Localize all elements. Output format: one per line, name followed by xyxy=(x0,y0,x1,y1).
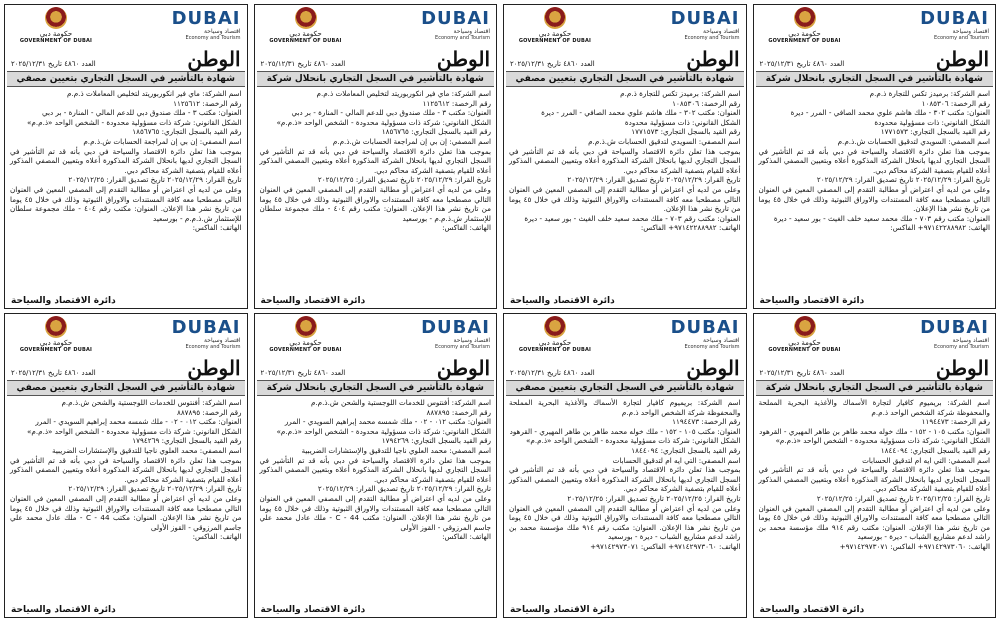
government-of-dubai-logo xyxy=(510,316,600,353)
dubai-emblem-icon xyxy=(544,316,566,338)
notice-line: الشكل القانوني: شركة ذات مسؤولية محدودة - الشخص الواحد «ذ.م.م» xyxy=(276,426,491,436)
gov-ar: حكومة دبي xyxy=(289,29,322,38)
dubai-emblem-icon xyxy=(794,316,816,338)
dubai-economy-logo xyxy=(171,7,241,41)
notice-header xyxy=(255,314,497,354)
newspaper-name: الوطن xyxy=(686,47,740,71)
notice-card xyxy=(503,4,747,309)
gov-en: GOVERNMENT OF DUBAI xyxy=(269,37,342,44)
notice-line: اسم الشركة: برميدز تكس للتجارة ذ.م.م xyxy=(620,89,741,98)
notice-line: وعلى من لديه أي اعتراض أو مطالبة التقدم إلى المصفي المعين في العنوان التالي مصطحبا معه كافة المستندات والاوراق الثبوتية وذلك في خلال ٤٥ يوما من تاريخ نشر هذا الإعلان. العنوان: مكتب رقم ٩١٤ ملك مؤسسة محمد بن راشد لدعم مشاريع الشباب - ديرة - بورسعيد xyxy=(509,503,741,542)
newspaper-name: الوطن xyxy=(935,47,989,71)
notice-line: وعلى من لديه أي اعتراض أو مطالبة التقدم إلى المصفي المعين في العنوان التالي مصطحبا معه كافة المستندات والاوراق الثبوتية وذلك في خلال ٤٥ يوما من تاريخ نشر هذا الإعلان. xyxy=(509,184,741,214)
dubai-logo-ar: اقتصاد وسياحة xyxy=(952,336,989,344)
notice-title: شهادة بالتأشير في السجل التجاري بانحلال شركة xyxy=(756,380,994,396)
notice-line: تاريخ القرار: ٢٠٢٥/١٢/٢٩ تاريخ تصديق القرار: ٢٠٢٥/١٢/٢٩ xyxy=(68,484,242,494)
dubai-economy-logo xyxy=(920,316,989,350)
dubai-economy-logo xyxy=(421,7,490,41)
notice-line: بموجب هذا تعلن دائرة الاقتصاد والسياحة في دبي بأنه قد تم التأشير في السجل التجاري لديها بانحلال الشركة المذكورة أعلاه وبتعيين المصفي المذكور أعلاه للقيام بتصفية الشركة محاكم دبي. xyxy=(509,465,741,494)
notice-card xyxy=(254,313,498,618)
notice-header xyxy=(255,5,497,45)
notice-title: شهادة بالتأشير في السجل التجاري بانحلال شركة xyxy=(257,71,495,87)
dubai-emblem-icon xyxy=(45,7,67,29)
notice-line: العنوان: مكتب ١٠٥ - ١٥٢ - ملك خوله محمد طاهر بن طاهر المهيري - القرهود xyxy=(509,426,741,436)
notice-header xyxy=(5,314,247,354)
notice-card xyxy=(503,313,747,618)
gov-ar: حكومة دبي xyxy=(788,29,821,38)
notice-line: تاريخ القرار: ٢٠٢٥/١٢/٢٩ تاريخ تصديق القرار: ٢٠٢٥/١٢/٢٩ xyxy=(816,175,990,185)
government-of-dubai-logo xyxy=(760,316,850,353)
issue-info: العدد ٤٨٦٠ تاريخ ٢٠٢٥/١٢/٣١ xyxy=(759,60,845,68)
dubai-logo-en: Economy and Tourism xyxy=(934,34,989,41)
notice-line: الهاتف: الفاكس: xyxy=(442,223,491,233)
notice-line: اسم المصفي: إن بي إن لمراجعة الحسابات ش.ذ.م.م xyxy=(332,136,491,146)
notice-line: العنوان: مكتب رقم ٧٠٣ - ملك محمد سعيد خلف الغيث - بور سعيد - ديرة xyxy=(773,213,990,223)
notice-line: الهاتف: الفاكس: xyxy=(442,532,491,542)
dubai-emblem-icon xyxy=(295,316,317,338)
notice-body xyxy=(5,396,247,542)
government-of-dubai-logo xyxy=(11,316,101,353)
department-name: دائرة الاقتصاد والسياحة xyxy=(260,296,366,306)
dubai-logo-text: DUBAI xyxy=(920,316,989,338)
notice-footer xyxy=(255,605,497,615)
gov-ar: حكومة دبي xyxy=(538,338,572,347)
notice-body xyxy=(5,87,247,233)
notice-line: اسم المصفي: التي ايه ام لتدقيق الحسابات xyxy=(612,455,741,465)
notice-line: العنوان: مكتب ٠١٢ - ٠٢ - ملك شمسه محمد إبراهيم السويدي - المرر xyxy=(284,417,491,427)
notice-line: الهاتف: ٩٧١٤٢٢٨٨٩٨٢+ الفاكس: xyxy=(890,223,990,233)
gov-en: GOVERNMENT OF DUBAI xyxy=(768,346,841,353)
notice-body xyxy=(754,87,996,233)
notice-line: رقم القيد بالسجل التجاري: ١٨٥٦٧٦٥ xyxy=(381,127,491,137)
newspaper-row xyxy=(5,354,247,380)
notice-card xyxy=(4,313,248,618)
notice-line: رقم الرخصة: ٨٨٧٨٩٥ xyxy=(176,407,242,417)
notice-footer xyxy=(504,296,746,306)
gov-ar: حكومة دبي xyxy=(538,29,572,38)
notice-line: رقم القيد بالسجل التجاري: ١٨٤٤٠٩٤ xyxy=(880,445,990,455)
notice-line: تاريخ القرار: ٢٠٢٥/١٢/٢٥ تاريخ تصديق القرار: ٢٠٢٥/١٢/٢٥ xyxy=(816,493,990,503)
dubai-logo-en: Economy and Tourism xyxy=(435,34,490,41)
notice-line: العنوان: مكتب ٠١٢ - ٠٢ - ملك شمسه محمد إبراهيم السويدي - المرر xyxy=(35,417,242,427)
issue-info: العدد ٤٨٦٠ تاريخ ٢٠٢٥/١٢/٣١ xyxy=(759,369,845,377)
notice-footer xyxy=(5,296,247,306)
dubai-economy-logo xyxy=(421,316,490,350)
dubai-logo-text: DUBAI xyxy=(171,316,241,338)
notice-line: وعلى من لديه أي اعتراض أو مطالبة التقدم إلى المصفي المعين في العنوان التالي مصطحبا معه كافة المستندات والاوراق الثبوتية وذلك في خلال ٤٥ يوما من تاريخ نشر هذا الإعلان. xyxy=(758,184,990,214)
issue-info: العدد ٤٨٦٠ تاريخ ٢٠٢٥/١٢/٣١ xyxy=(510,369,595,377)
newspaper-row xyxy=(754,354,996,380)
notice-line: رقم الرخصة: ١٠٨٥٣٠٦ xyxy=(672,98,741,108)
notice-body xyxy=(504,396,746,552)
dubai-logo-text: DUBAI xyxy=(670,7,740,29)
notice-body xyxy=(255,87,497,233)
dubai-emblem-icon xyxy=(45,316,67,338)
dubai-economy-logo xyxy=(171,316,241,350)
notice-line: تاريخ القرار: ٢٠٢٥/١٢/٢٩ تاريخ تصديق القرار: ٢٠٢٥/١٢/٢٥ xyxy=(68,175,242,185)
dubai-emblem-icon xyxy=(295,7,317,29)
department-name: دائرة الاقتصاد والسياحة xyxy=(510,296,615,306)
notice-line: رقم الرخصة: ١١٩٤٤٧٣ xyxy=(921,417,990,427)
notice-line: رقم القيد بالسجل التجاري: ١٧٧١٥٧٣ xyxy=(880,127,990,137)
newspaper-name: الوطن xyxy=(436,356,490,380)
notice-line: الشكل القانوني: ذات مسؤولية محدودة xyxy=(624,117,741,127)
notice-line: بموجب هذا تعلن دائرة الاقتصاد والسياحة في دبي بأنه قد تم التأشير في السجل التجاري لديها بانحلال الشركة المذكورة أعلاه وبتعيين المصفي المذكور أعلاه للقيام بتصفية الشركة محاكم دبي. xyxy=(259,146,491,175)
newspaper-row xyxy=(5,45,247,71)
newspaper-name: الوطن xyxy=(436,47,490,71)
notice-line: اسم الشركة: برميدز تكس للتجارة ذ.م.م xyxy=(869,89,990,98)
notice-footer xyxy=(255,296,497,306)
notice-line: بموجب هذا تعلن دائرة الاقتصاد والسياحة في دبي بأنه قد تم التأشير في السجل التجاري لديها بانحلال الشركة المذكورة أعلاه وبتعيين المصفي المذكور أعلاه للقيام بتصفية الشركة محاكم دبي. xyxy=(758,465,990,494)
government-of-dubai-logo xyxy=(261,7,351,44)
notice-line: بموجب هذا تعلن دائرة الاقتصاد والسياحة في دبي بأنه قد تم التأشير في السجل التجاري لديها بانحلال الشركة المذكورة أعلاه وبتعيين المصفي المذكور أعلاه للقيام بتصفية الشركة محاكم دبي. xyxy=(259,455,491,484)
notice-header xyxy=(754,5,996,45)
notice-line: رقم القيد بالسجل التجاري: ١٧٧١٥٧٣ xyxy=(631,127,741,137)
gov-en: GOVERNMENT OF DUBAI xyxy=(19,37,93,44)
newspaper-name: الوطن xyxy=(686,356,740,380)
notice-line: الهاتف: ٩٧١٤٢٢٨٨٩٨٢+ الفاكس: xyxy=(640,223,741,233)
gov-ar: حكومة دبي xyxy=(788,338,821,347)
notice-line: رقم الرخصة: ٨٨٧٨٩٥ xyxy=(426,407,491,417)
department-name: دائرة الاقتصاد والسياحة xyxy=(11,296,116,306)
notice-line: بموجب هذا تعلن دائرة الاقتصاد والسياحة في دبي بأنه قد تم التأشير في السجل التجاري لديها بانحلال الشركة المذكورة أعلاه وبتعيين المصفي المذكور أعلاه للقيام بتصفية الشركة محاكم دبي. xyxy=(10,146,242,175)
newspaper-row xyxy=(255,45,497,71)
notice-line: اسم الشركة: أفنتوس للخدمات اللوجستية والشحن ش.ذ.م.م xyxy=(310,398,491,407)
department-name: دائرة الاقتصاد والسياحة xyxy=(510,605,615,615)
dubai-logo-en: Economy and Tourism xyxy=(185,343,241,350)
notice-line: رقم الرخصة: ١١٢٥٦١٢ xyxy=(173,98,242,108)
dubai-logo-ar: اقتصاد وسياحة xyxy=(204,27,241,35)
notice-line: تاريخ القرار: ٢٠٢٥/١٢/٢٩ تاريخ تصديق القرار: ٢٠٢٥/١٢/٢٩ xyxy=(567,175,741,185)
gov-en: GOVERNMENT OF DUBAI xyxy=(269,346,342,353)
notice-line: اسم المصفي: محمد العلوي ناجيا للتدقيق والإستشارات الضريبية xyxy=(301,445,491,455)
gov-en: GOVERNMENT OF DUBAI xyxy=(768,37,841,44)
notice-card xyxy=(753,4,997,309)
department-name: دائرة الاقتصاد والسياحة xyxy=(759,605,865,615)
notice-line: العنوان: مكتب ٣ - ملك صندوق دبي للدعم المالي - المنارة - بر دبي xyxy=(291,108,491,118)
dubai-emblem-icon xyxy=(794,7,816,29)
newspaper-row xyxy=(255,354,497,380)
dubai-logo-ar: اقتصاد وسياحة xyxy=(204,336,241,344)
notice-line: العنوان: مكتب ١٠٥ - ١٥٢ - ملك خوله محمد طاهر بن طاهر المهيري - القرهود xyxy=(759,426,990,436)
notice-title: شهادة بالتأشير في السجل التجاري بانحلال شركة xyxy=(257,380,495,396)
notice-header xyxy=(5,5,247,45)
notice-title: شهادة بالتأشير في السجل التجاري بتعيين مصفي xyxy=(506,71,744,87)
dubai-economy-logo xyxy=(670,316,740,350)
issue-info: العدد ٤٨٦٠ تاريخ ٢٠٢٥/١٢/٣١ xyxy=(11,60,96,68)
notice-line: رقم الرخصة: ١١٢٥٦١٢ xyxy=(422,98,491,108)
dubai-logo-text: DUBAI xyxy=(171,7,241,29)
notice-line: الهاتف: ٩٧١٤٢٩٧٣٠٦٠+ الفاكس: ٩٧١٤٢٩٧٣٠٧١+ xyxy=(839,541,990,551)
dubai-logo-ar: اقتصاد وسياحة xyxy=(703,27,740,35)
dubai-logo-en: Economy and Tourism xyxy=(435,343,490,350)
gov-en: GOVERNMENT OF DUBAI xyxy=(19,346,93,353)
notice-line: رقم الرخصة: ١٠٨٥٣٠٦ xyxy=(921,98,990,108)
government-of-dubai-logo xyxy=(760,7,850,44)
newspaper-name: الوطن xyxy=(935,356,989,380)
dubai-logo-text: DUBAI xyxy=(421,316,490,338)
department-name: دائرة الاقتصاد والسياحة xyxy=(11,605,116,615)
dubai-emblem-icon xyxy=(544,7,566,29)
dubai-logo-text: DUBAI xyxy=(670,316,740,338)
notice-body xyxy=(255,396,497,542)
notice-line: اسم المصفي: التي ايه ام لتدقيق الحسابات xyxy=(862,455,990,465)
notice-line: بموجب هذا تعلن دائرة الاقتصاد والسياحة في دبي بأنه قد تم التأشير في السجل التجاري لديها بانحلال الشركة المذكورة أعلاه وبتعيين المصفي المذكور أعلاه للقيام بتصفية الشركة محاكم دبي. xyxy=(10,455,242,484)
notice-line: بموجب هذا تعلن دائرة الاقتصاد والسياحة في دبي بأنه قد تم التأشير في السجل التجاري لديها بانحلال الشركة المذكورة أعلاه وبتعيين المصفي المذكور أعلاه للقيام بتصفية الشركة محاكم دبي. xyxy=(758,146,990,175)
notice-title: شهادة بالتأشير في السجل التجاري بتعيين مصفي xyxy=(506,380,744,396)
gov-ar: حكومة دبي xyxy=(39,338,73,347)
notice-line: اسم الشركة: ماي فير انكوربوريتد لتخليص المعاملات ذ.م.م xyxy=(316,89,491,98)
notice-header xyxy=(504,5,746,45)
gov-en: GOVERNMENT OF DUBAI xyxy=(518,346,592,353)
notice-card xyxy=(4,4,248,309)
notice-line: العنوان: مكتب رقم ٧٠٣ - ملك محمد سعيد خلف الغيث - بور سعيد - ديرة xyxy=(524,213,741,223)
notice-line: تاريخ القرار: ٢٠٢٥/١٢/٢٩ تاريخ تصديق القرار: ٢٠٢٥/١٢/٢٩ xyxy=(317,484,491,494)
notice-header xyxy=(504,314,746,354)
dubai-logo-en: Economy and Tourism xyxy=(684,34,740,41)
notice-footer xyxy=(754,296,996,306)
notice-line: اسم الشركة: أفنتوس للخدمات اللوجستية والشحن ش.ذ.م.م xyxy=(61,398,242,407)
notice-line: الشكل القانوني: شركة ذات مسؤولية محدودة - الشخص الواحد «ذ.م.م» xyxy=(775,436,990,446)
department-name: دائرة الاقتصاد والسياحة xyxy=(260,605,366,615)
issue-info: العدد ٤٨٦٠ تاريخ ٢٠٢٥/١٢/٣١ xyxy=(510,60,595,68)
notice-footer xyxy=(504,605,746,615)
notice-line: وعلى من لديه أي اعتراض أو مطالبة التقدم إلى المصفي المعين في العنوان التالي مصطحبا معه كافة المستندات والاوراق الثبوتية وذلك في خلال ٤٥ يوما من تاريخ نشر هذا الإعلان. العنوان: مكتب C - 44 - ملك عادل محمد علي جاسم المرزوقي - القوز الأولى xyxy=(10,493,242,532)
notice-title: شهادة بالتأشير في السجل التجاري بتعيين مصفي xyxy=(7,71,245,87)
notice-line: الهاتف: الفاكس: xyxy=(192,223,242,233)
notice-line: وعلى من لديه أي اعتراض أو مطالبة التقدم إلى المصفي المعين في العنوان التالي مصطحبا معه كافة المستندات والاوراق الثبوتية وذلك في خلال ٤٥ يوما من تاريخ نشر هذا الإعلان. العنوان: مكتب رقم ٤٠٤ - ملك مجموعة سلطان للإستثمار ش.ذ.م.م - بورسعيد xyxy=(10,184,242,223)
dubai-logo-text: DUBAI xyxy=(920,7,989,29)
notice-title: شهادة بالتأشير في السجل التجاري بانحلال شركة xyxy=(756,71,994,87)
issue-info: العدد ٤٨٦٠ تاريخ ٢٠٢٥/١٢/٣١ xyxy=(260,60,346,68)
issue-info: العدد ٤٨٦٠ تاريخ ٢٠٢٥/١٢/٣١ xyxy=(260,369,346,377)
notice-card xyxy=(254,4,498,309)
dubai-logo-ar: اقتصاد وسياحة xyxy=(952,27,989,35)
notice-line: الشكل القانوني: شركة ذات مسؤولية محدودة - الشخص الواحد «ذ.م.م» xyxy=(276,117,491,127)
notice-line: تاريخ القرار: ٢٠٢٥/١٢/٢٩ تاريخ تصديق القرار: ٢٠٢٥/١٢/٢٥ xyxy=(317,175,491,185)
gov-ar: حكومة دبي xyxy=(289,338,322,347)
notice-card xyxy=(753,313,997,618)
notice-line: اسم الشركة: ماي فير انكوربوريتد لتخليص المعاملات ذ.م.م xyxy=(67,89,242,98)
government-of-dubai-logo xyxy=(11,7,101,44)
dubai-economy-logo xyxy=(920,7,989,41)
notice-line: اسم المصفي: محمد العلوي ناجيا للتدقيق والإستشارات الضريبية xyxy=(52,445,242,455)
notice-line: وعلى من لديه أي اعتراض أو مطالبة التقدم إلى المصفي المعين في العنوان التالي مصطحبا معه كافة المستندات والاوراق الثبوتية وذلك في خلال ٤٥ يوما من تاريخ نشر هذا الإعلان. العنوان: مكتب C - 44 - ملك عادل محمد علي جاسم المرزوقي - القوز الأولى xyxy=(259,493,491,532)
government-of-dubai-logo xyxy=(510,7,600,44)
dubai-logo-ar: اقتصاد وسياحة xyxy=(703,336,740,344)
newspaper-name: الوطن xyxy=(187,47,241,71)
notice-line: الهاتف: الفاكس: xyxy=(192,532,242,542)
notice-line: اسم الشركة: بريميوم كافيار لتجارة الأسماك والأغذية البحرية المملحة والمحفوظة شركة الشخص الواحد ذ.م.م xyxy=(509,398,741,417)
dubai-logo-en: Economy and Tourism xyxy=(185,34,241,41)
newspaper-row xyxy=(754,45,996,71)
notice-line: الشكل القانوني: شركة ذات مسؤولية محدودة - الشخص الواحد «ذ.م.م» xyxy=(26,117,242,127)
department-name: دائرة الاقتصاد والسياحة xyxy=(759,296,865,306)
notice-line: الهاتف: ٩٧١٤٢٩٧٣٠٦٠+ الفاكس: ٩٧١٤٢٩٧٣٠٧١+ xyxy=(590,541,741,551)
newspaper-row xyxy=(504,354,746,380)
notice-line: رقم القيد بالسجل التجاري: ١٨٥٦٧٦٥ xyxy=(132,127,242,137)
notice-line: اسم المصفي: السويدي لتدقيق الحسابات ش.ذ.م.م xyxy=(588,136,741,146)
dubai-economy-logo xyxy=(670,7,740,41)
notice-line: رقم الرخصة: ١١٩٤٤٧٣ xyxy=(672,417,741,427)
notice-line: رقم القيد بالسجل التجاري: ١٧٩٤٢٦٩ xyxy=(381,436,491,446)
notice-body xyxy=(754,396,996,552)
gov-ar: حكومة دبي xyxy=(39,29,73,38)
dubai-logo-en: Economy and Tourism xyxy=(684,343,740,350)
notice-title: شهادة بالتأشير في السجل التجاري بتعيين مصفي xyxy=(7,380,245,396)
notice-line: اسم المصفي: إن بي إن لمراجعة الحسابات ش.ذ.م.م xyxy=(83,136,242,146)
notice-line: العنوان: مكتب ٣ - ملك صندوق دبي للدعم المالي - المنارة - بر دبي xyxy=(42,108,242,118)
notice-line: بموجب هذا تعلن دائرة الاقتصاد والسياحة في دبي بأنه قد تم التأشير في السجل التجاري لديها بانحلال الشركة المذكورة أعلاه وبتعيين المصفي المذكور أعلاه للقيام بتصفية الشركة محاكم دبي. xyxy=(509,146,741,175)
notice-line: تاريخ القرار: ٢٠٢٥/١٢/٢٥ تاريخ تصديق القرار: ٢٠٢٥/١٢/٢٥ xyxy=(567,493,741,503)
newspaper-name: الوطن xyxy=(187,356,241,380)
notice-line: العنوان: مكتب ٣٠٢ - ملك هاشم علوي محمد الصافي - المرر - ديرة xyxy=(790,108,990,118)
dubai-logo-ar: اقتصاد وسياحة xyxy=(453,336,490,344)
notice-line: اسم الشركة: بريميوم كافيار لتجارة الأسماك والأغذية البحرية المملحة والمحفوظة شركة الشخص الواحد ذ.م.م xyxy=(758,398,990,417)
notice-line: وعلى من لديه أي اعتراض أو مطالبة التقدم إلى المصفي المعين في العنوان التالي مصطحبا معه كافة المستندات والاوراق الثبوتية وذلك في خلال ٤٥ يوما من تاريخ نشر هذا الإعلان. العنوان: مكتب رقم ٤٠٤ - ملك مجموعة سلطان للإستثمار ش.ذ.م.م - بورسعيد xyxy=(259,184,491,223)
notice-line: رقم القيد بالسجل التجاري: ١٧٩٤٢٦٩ xyxy=(132,436,242,446)
notice-line: الشكل القانوني: شركة ذات مسؤولية محدودة - الشخص الواحد «ذ.م.م» xyxy=(525,436,741,446)
dubai-logo-text: DUBAI xyxy=(421,7,490,29)
dubai-logo-en: Economy and Tourism xyxy=(934,343,989,350)
notice-line: وعلى من لديه أي اعتراض أو مطالبة التقدم إلى المصفي المعين في العنوان التالي مصطحبا معه كافة المستندات والاوراق الثبوتية وذلك في خلال ٤٥ يوما من تاريخ نشر هذا الإعلان. العنوان: مكتب رقم ٩١٤ ملك مؤسسة محمد بن راشد لدعم مشاريع الشباب - ديرة - بورسعيد xyxy=(758,503,991,542)
issue-info: العدد ٤٨٦٠ تاريخ ٢٠٢٥/١٢/٣١ xyxy=(11,369,96,377)
notice-header xyxy=(754,314,996,354)
government-of-dubai-logo xyxy=(261,316,351,353)
notice-line: الشكل القانوني: ذات مسؤولية محدودة xyxy=(874,117,990,127)
notice-line: رقم القيد بالسجل التجاري: ١٨٤٤٠٩٤ xyxy=(631,445,741,455)
notice-line: اسم المصفي: السويدي لتدقيق الحسابات ش.ذ.م.م xyxy=(837,136,990,146)
notice-body xyxy=(504,87,746,233)
notice-line: الشكل القانوني: شركة ذات مسؤولية محدودة - الشخص الواحد «ذ.م.م» xyxy=(26,426,242,436)
newspaper-row xyxy=(504,45,746,71)
notice-footer xyxy=(754,605,996,615)
notice-footer xyxy=(5,605,247,615)
notice-line: العنوان: مكتب ٣٠٢ - ملك هاشم علوي محمد الصافي - المرر - ديرة xyxy=(541,108,741,118)
dubai-logo-ar: اقتصاد وسياحة xyxy=(453,27,490,35)
gov-en: GOVERNMENT OF DUBAI xyxy=(518,37,592,44)
